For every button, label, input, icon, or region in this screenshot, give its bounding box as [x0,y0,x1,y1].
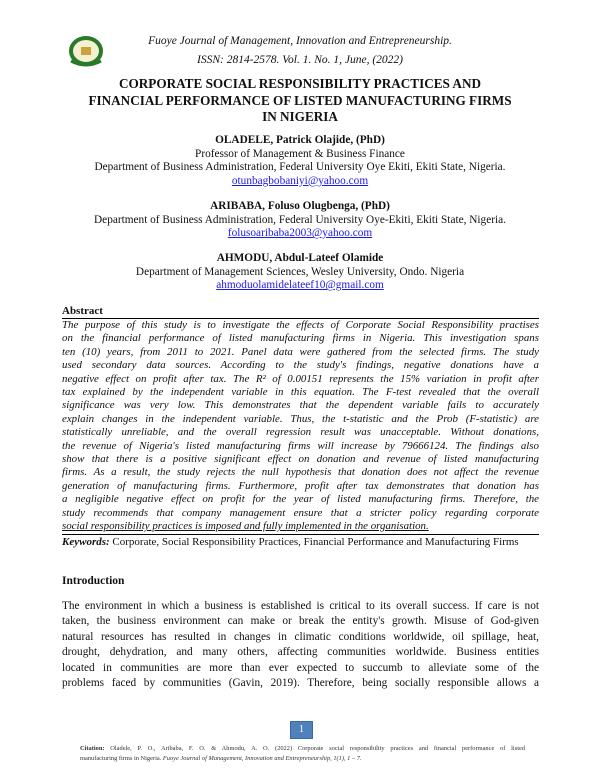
author-affiliation: Department of Business Administration, Federal University Oye-Ekiti, Ekiti State, Nigeria. [94,213,506,226]
abstract-section [62,305,539,548]
citation-text: Oladele, P. O., Aribaba, F. O. & Ahmodu, A. O. (2022) Corporate social responsibility practices and financial performance of listed [104,745,525,752]
abstract-line: negative effect on profit after tax. The R² of 0.00151 represents the 15% variation in profit after [62,372,539,385]
abstract-line: The purpose of this study is to investigate the effects of Corporate Social Responsibility practises [62,319,539,331]
title-line: FINANCIAL PERFORMANCE OF LISTED MANUFACTURING FIRMS [88,92,512,108]
citation-journal: Fuoye Journal of Management, Innovation and Entrepreneurship, 1(1), 1 – 7. [162,755,362,762]
abstract-line: show that there is a positive significant effect on donation and revenue of listed manufacturing [62,453,539,466]
abstract-line: the revenue of Nigeria's listed manufacturing firms will increase by 79666124. The findings also [62,439,539,452]
introduction-line: problems faced by communities (Gavin, 2019). Therefore, being socially responsible allows a [62,677,539,689]
author-name: OLADELE, Patrick Olajide, (PhD) [215,134,385,146]
abstract-line: firms. As a result, the study rejects the null hypothesis that donation does not affect the revenue [62,466,539,479]
introduction-line: drought, dehydration, and many others, affecting communities worldwide. Business entities [62,646,539,659]
title-line: CORPORATE SOCIAL RESPONSIBILITY PRACTICES AND [119,76,481,91]
abstract-line: tax explained by the independent variable in this equation. The F-test revealed that the overall [62,386,539,399]
author-2 [40,200,560,241]
abstract-line: significance was very low. This demonstrates that the dependent variable fails to accurately [62,399,539,412]
introduction-line: located in communities are more than ever expected to succumb to alleviate some of the [62,661,539,674]
abstract-line: statistically unreliable, and the overall regression result was unacceptable. Without donations, [62,426,539,439]
abstract-line: generation of manufacturing firms. Furthermore, profit after tax demonstrates that donation has [62,479,539,492]
journal-issn: ISSN: 2814-2578. Vol. 1. No. 1, June, (2022) [196,54,404,66]
title-line: IN NIGERIA [262,109,338,124]
journal-name: Fuoye Journal of Management, Innovation and Entrepreneurship. [148,35,452,47]
keywords-label: Keywords: [62,535,110,548]
citation [80,744,525,764]
paper-title [40,76,560,126]
author-email-link[interactable]: folusoaribaba2003@yahoo.com [227,227,373,240]
abstract-line: ten (10) years, from 2011 to 2021. Panel data were gathered from the selected firms. The study [62,345,539,358]
abstract-line: used secondary data sources. According to the study's findings, negative donations have a [62,359,539,372]
abstract-line: explain changes in the independent variable. Thus, the t-statistic and the Prob (F-statistic) are [62,412,539,425]
introduction-line: taken, the business environment can make or break the entity's growth. Misuse of God-given [62,615,539,628]
abstract-line: on the financial performance of listed manufacturing firms in Nigeria. This investigation spans [62,332,539,345]
citation-text: manufacturing firms in Nigeria. [80,755,163,762]
author-name: AHMODU, Abdul-Lateef Olamide [216,252,384,264]
introduction-line: natural resources has resulted in changes in climatic conditions worldwide, oil spillage, heat, [62,630,539,643]
author-name: ARIBABA, Foluso Olugbenga, (PhD) [210,200,390,212]
abstract-body [62,319,539,534]
author-affiliation: Department of Business Administration, Federal University Oye Ekiti, Ekiti State, Nigeria. [94,161,506,174]
introduction-line: The environment in which a business is established is critical to its overall success. If care is not [62,600,539,612]
introduction-heading: Introduction [62,575,125,587]
abstract-line: social responsibility practices is imposed and fully implemented in the organisation. [62,520,429,533]
abstract-heading: Abstract [62,305,539,319]
keywords-text: Corporate, Social Responsibility Practices, Financial Performance and Manufacturing Firms [109,535,519,548]
abstract-line: study recommends that company management ensure that a stricter policy regarding corporate [62,506,539,519]
keywords [62,534,539,549]
abstract-line: a negligible negative effect on profit for the year of listed manufacturing firms. Therefore, the [62,493,539,506]
author-email-link[interactable]: ahmoduolamidelateef10@gmail.com [216,279,384,292]
author-title: Professor of Management & Business Finance [195,147,405,160]
page-number: 1 [290,721,313,739]
citation-label: Citation: [80,745,105,752]
author-3 [40,252,560,293]
author-email-link[interactable]: otunbagbobaniyi@yahoo.com [231,174,369,187]
author-1 [40,134,560,188]
author-affiliation: Department of Management Sciences, Wesley University, Ondo. Nigeria [135,265,465,278]
